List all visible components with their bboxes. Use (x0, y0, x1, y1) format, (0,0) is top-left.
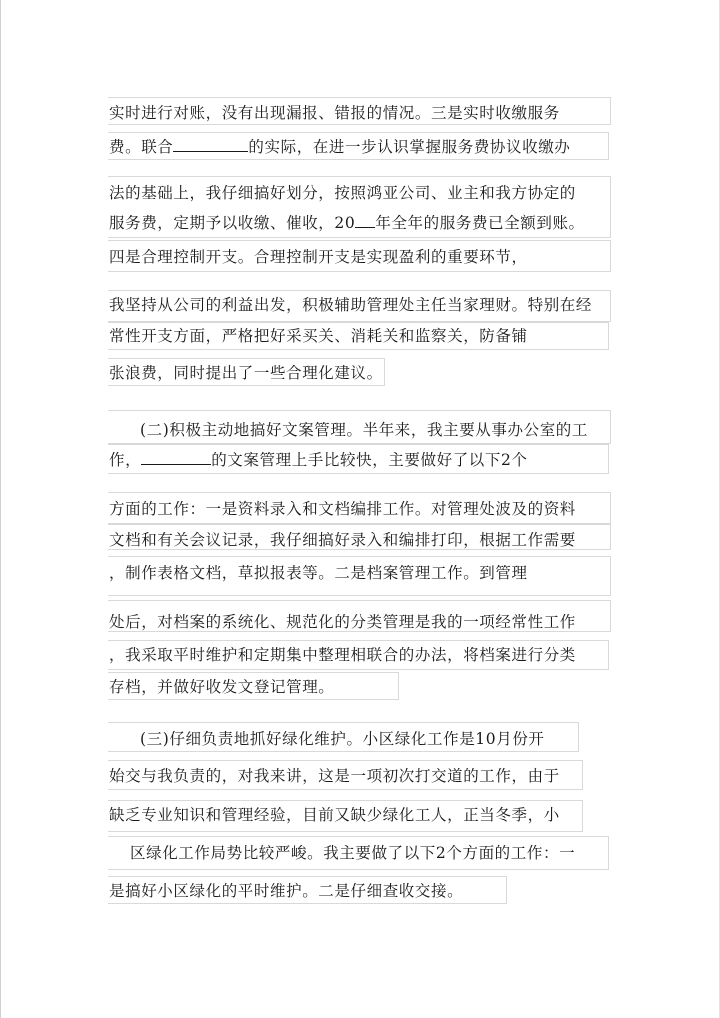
count-number: 2 (435, 844, 447, 862)
body-text-line: (二)积极主动地搞好文案管理。半年来，我主要从事办公室的工 (140, 421, 588, 439)
body-text-line: 张浪费，同时提出了一些合理化建议。 (109, 364, 383, 382)
text-segment: 费。联合 (109, 138, 174, 156)
body-text-line: 方面的工作：一是资料录入和文档编排工作。对管理处波及的资料 (109, 500, 576, 518)
body-text-line: 缺乏专业知识和管理经验，目前又缺少绿化工人，正当冬季，小 (109, 806, 560, 824)
body-text-line: 处后，对档案的系统化、规范化的分类管理是我的一项经常性工作 (109, 613, 576, 631)
text-segment: (三)仔细负责地抓好绿化维护。小区绿化工作是 (140, 730, 476, 748)
body-text-line (109, 137, 570, 157)
text-segment: 个 (511, 451, 528, 469)
text-segment: 的文案管理上手比较快，主要做好了以下 (211, 451, 502, 469)
text-segment: 区绿化工作局势比较严峻。我主要做了以下 (130, 844, 436, 862)
body-text-line: 实时进行对账，没有出现漏报、错报的情况。三是实时收缴服务 (109, 104, 560, 122)
body-text-line: ，制作表格文档，草拟报表等。二是档案管理工作。到管理 (109, 564, 528, 582)
body-text-line (130, 843, 575, 863)
text-segment: 服务费，定期予以收缴、催收， (109, 214, 335, 232)
body-text-line: 常性开支方面，严格把好采买关、消耗关和监察关，防备铺 (109, 327, 528, 345)
body-text-line (140, 729, 545, 749)
month-number: 10 (475, 730, 497, 748)
body-text-line: 始交与我负责的，对我来讲，这是一项初次打交道的工作，由于 (109, 767, 560, 785)
fill-in-blank (355, 213, 375, 228)
text-segment: 的实际，在进一步认识掌握服务费协议收缴办 (248, 138, 571, 156)
body-text-line (109, 450, 528, 470)
body-text-line: 我坚持从公司的利益出发，积极辅助管理处主任当家理财。特别在经 (109, 296, 593, 314)
body-text-line: 文档和有关会议记录，我仔细搞好录入和编排打印，根据工作需要 (109, 531, 576, 549)
body-text-line: 四是合理控制开支。合理控制开支是实现盈利的重要环节， (109, 248, 528, 266)
body-text-line: 法的基础上，我仔细搞好划分，按照鸿亚公司、业主和我方协定的 (109, 184, 576, 202)
text-segment: 月份开 (496, 730, 545, 748)
text-segment: 年全年的服务费已全额到账。 (375, 214, 585, 232)
fill-in-blank (173, 137, 248, 152)
year-prefix: 20 (334, 214, 356, 232)
body-text-line: 存档，并做好收发文登记管理。 (109, 678, 335, 696)
text-segment: 个方面的工作：一 (446, 844, 576, 862)
fill-in-blank (141, 450, 211, 465)
count-number: 2 (501, 451, 512, 469)
body-text-line (109, 213, 585, 233)
body-text-line: 是搞好小区绿化的平时维护。二是仔细查收交接。 (109, 882, 464, 900)
body-text-line: ，我采取平时维护和定期集中整理相联合的办法，将档案进行分类 (109, 646, 576, 664)
page-edge-left (0, 0, 1, 1018)
text-segment: 作， (109, 451, 142, 469)
